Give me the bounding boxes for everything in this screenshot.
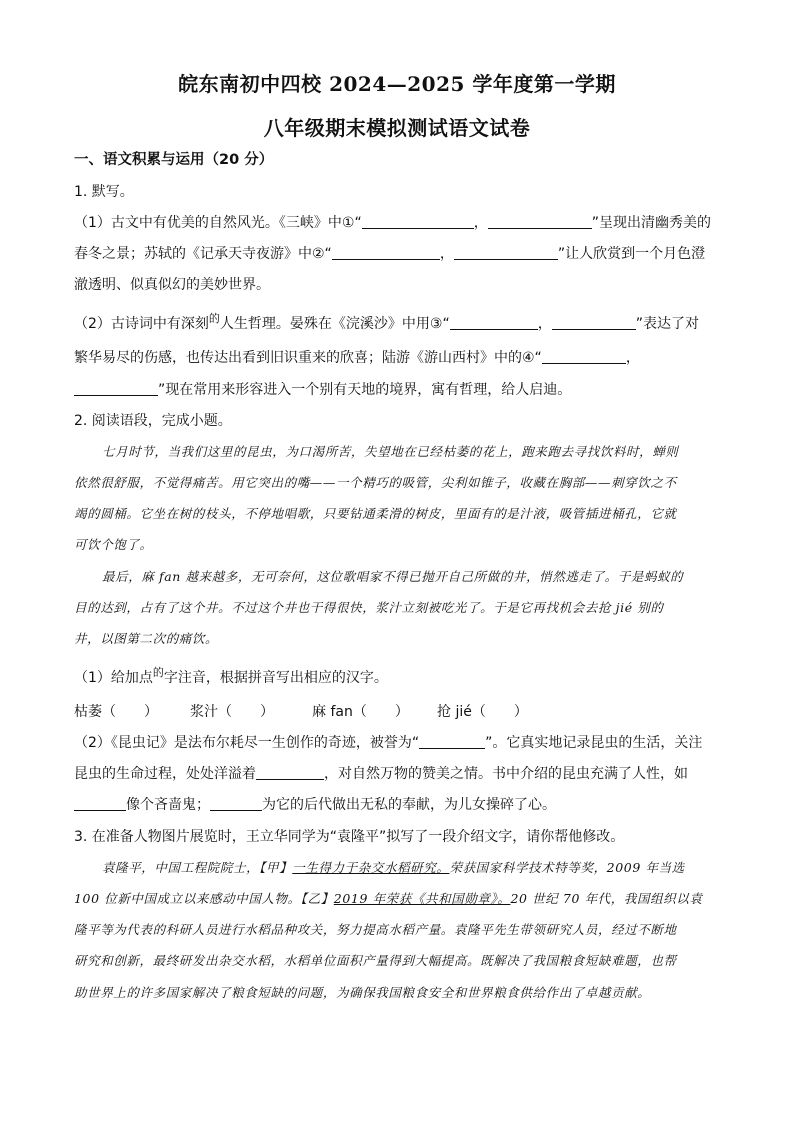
q1-part2-line3: ”现在常用来形容进入一个别有天地的境界，寓有哲理，给人启迪。: [74, 380, 724, 400]
passage-line: 最后，麻 fan 越来越多，无可奈何，这位歌唱家不得已抛开自己所做的井，悄然逃走了。于是蚂蚁的: [102, 569, 684, 584]
answer-blank-11[interactable]: [74, 795, 126, 811]
dotted-character: 的: [208, 312, 220, 325]
q1-part2-line2: 繁华易尽的伤感，也传达出看到旧识重来的欣喜；陆游《游山西村》中的④“ ，: [74, 350, 640, 366]
answer-blank-10[interactable]: [256, 764, 324, 780]
q1-part1-line1: （1）古文中有优美的自然风光。《三峡》中①“ ， ”呈现出清幽秀美的: [74, 215, 711, 231]
underlined-sentence-b: 2019 年荣获《共和国勋章》。: [333, 891, 511, 906]
q2-sub2-line1: （2）《昆虫记》是法布尔耗尽一生创作的奇迹，被誉为“ ”。它真实地记录昆虫的生活，关注: [74, 735, 703, 751]
fill-item-2[interactable]: 浆汁（ ）: [190, 704, 274, 720]
intro-text-line4: 研究和创新，最终研发出杂交水稻，水稻单位面积产量得到大幅提高。既解决了我国粮食短缺难题，也帮: [74, 953, 677, 968]
q2-sub1: （1）给加点$^的$字注音，根据拼音写出相应的汉字。: [74, 666, 388, 686]
fill-item-3[interactable]: 麻 fan（ ）: [312, 704, 409, 720]
section-heading: 一、语文积累与运用（20 分）: [74, 152, 274, 168]
q1-part2-line1: （2）古诗词中有深刻$^的$人生哲理。晏殊在《浣溪沙》中用③“ ， ”表达了对: [74, 312, 699, 332]
q1-part1-line3: 澈透明、似真似幻的美妙世界。: [74, 277, 270, 293]
intro-text-line3: 隆平等为代表的科研人员进行水稻品种攻关，努力提高水稻产量。袁隆平先生带领研究人员，经过不断地: [74, 922, 677, 937]
underlined-sentence-a: 一生得力于杂交水稻研究。: [292, 860, 450, 875]
passage-line: 竭的圆桶。它坐在树的枝头，不停地唱歌，只要钻通柔滑的树皮，里面有的是汁液，吸管插进桶孔，它就: [74, 506, 677, 521]
intro-text-line2: 100 位新中国成立以来感动中国人物。【乙】2019 年荣获《共和国勋章》。20 世纪 70 年代，我国组织以袁: [74, 891, 703, 906]
answer-blank-3[interactable]: [332, 244, 440, 260]
exam-title-line2: 八年级期末模拟测试语文试卷: [263, 116, 531, 140]
exam-title-line1: 皖东南初中四校 2024—2025 学年度第一学期: [178, 72, 616, 96]
fill-item-4[interactable]: 抢 jié（ ）: [437, 704, 528, 720]
answer-blank-1[interactable]: [362, 213, 474, 229]
dotted-character: 的: [152, 666, 164, 679]
passage-line: 目的达到，占有了这个井。不过这个井也干得很快，浆汁立刻被吃光了。于是它再找机会去抢 jié 别的: [74, 600, 664, 615]
answer-blank-7[interactable]: [542, 348, 626, 364]
answer-blank-6[interactable]: [552, 314, 636, 330]
passage-line: 井，以图第二次的痛饮。: [74, 631, 219, 646]
question-3-label: 3. 在准备人物图片展览时，王立华同学为“袁隆平”拟写了一段介绍文字，请你帮他修改。: [74, 829, 625, 845]
q2-sub2-line2: 昆虫的生命过程，处处洋溢着 ，对自然万物的赞美之情。书中介绍的昆虫充满了人性，如: [74, 766, 688, 782]
answer-blank-5[interactable]: [450, 314, 538, 330]
intro-text-line1: 袁隆平，中国工程院院士，【甲】一生得力于杂交水稻研究。荣获国家科学技术特等奖，2009 年当选: [102, 860, 685, 875]
passage-line: 依然很舒服，不觉得痛苦。用它突出的嘴——一个精巧的吸管，尖利如锥子，收藏在胸部——刺穿饮之不: [74, 475, 677, 490]
answer-blank-8[interactable]: [74, 380, 158, 396]
intro-text-line5: 助世界上的许多国家解决了粮食短缺的问题，为确保我国粮食安全和世界粮食供给作出了卓越贡献。: [74, 985, 651, 1000]
answer-blank-12[interactable]: [210, 795, 262, 811]
answer-blank-9[interactable]: [419, 733, 485, 749]
question-1-label: 1. 默写。: [74, 184, 134, 200]
answer-blank-2[interactable]: [488, 213, 592, 229]
question-2-label: 2. 阅读语段，完成小题。: [74, 413, 232, 429]
q1-part1-line2: 春冬之景；苏轼的《记承天寺夜游》中②“ ， ”让人欣赏到一个月色澄: [74, 246, 706, 262]
passage-line: 七月时节，当我们这里的昆虫，为口渴所苦，失望地在已经枯萎的花上，跑来跑去寻找饮料时，蝉则: [102, 444, 679, 459]
fill-item-1[interactable]: 枯萎（ ）: [74, 704, 158, 720]
passage-line: 可饮个饱了。: [74, 537, 153, 552]
q2-sub2-line3: 像个吝啬鬼； 为它的后代做出无私的奉献，为儿女操碎了心。: [74, 795, 724, 815]
answer-blank-4[interactable]: [454, 244, 558, 260]
